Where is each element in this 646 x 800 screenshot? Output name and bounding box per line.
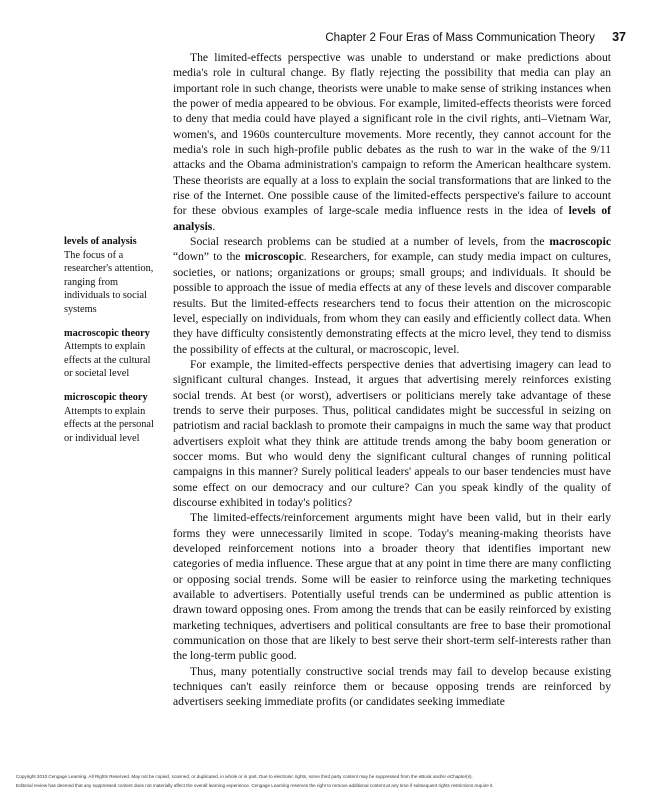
page-number: 37 bbox=[612, 30, 626, 44]
paragraph-5: Thus, many potentially constructive social trends may fail to develop because existing techniques can't easily reinforce them or because opposing trends are reinforced by advertisers seeking immediate profits (or candidates seeking immediate bbox=[173, 664, 611, 709]
paragraph-2 bbox=[173, 234, 611, 357]
paragraph-text: . bbox=[212, 219, 216, 233]
glossary-definition: Attempts to explain effects at the cultural or societal level bbox=[64, 341, 151, 380]
glossary-term: macroscopic theory bbox=[64, 327, 150, 339]
glossary-term: microscopic theory bbox=[64, 391, 148, 403]
paragraph-3: For example, the limited-effects perspective denies that advertising imagery can lead to significant cultural changes. Instead, it argues that advertising merely reinforces existing social trends. At best (or worst), advertisers or politicians merely take advantage of these trends to serve their purposes. Thus, political candidates might be successful in seizing on patriotism and racial backlash to promote their campaigns in much the same way that product advertisers exploit what they think are attitude trends among the baby boom generation or soccer moms. But who would deny the significant cultural changes of running political campaigns in this manner? Surely political leaders' appeals to our baser tendencies must have some effect on our democracy and our culture? Can you speak kindly of the quality of discourse exhibited in today's politics? bbox=[173, 357, 611, 509]
copyright-footer bbox=[0, 772, 646, 790]
glossary-entry-levels-of-analysis bbox=[64, 235, 160, 317]
paragraph-1 bbox=[173, 50, 611, 234]
paragraph-text: The limited-effects perspective was unable to understand or make predictions about media's role in cultural change. By flatly rejecting the possibility that media can play an important role in such change, theorists were unable to make sense of striking instances when the power of media appeared to be obvious. For example, limited-effects theorists were forced to deny that media could have played a significant role in the civil rights, anti–Vietnam War, women's, and 1960s counterculture movements. More recently, they cannot account for the media's role in such high-profile public debates as the rush to war in the wake of the 9/11 attacks and the Obama administration's campaign to reform the American healthcare system. These theorists are equally at a loss to explain the social transformations that are linked to the rise of the Internet. One possible cause of the limited-effects perspective's failure to account for these obvious examples of large-scale media influence rests in the idea of bbox=[173, 51, 611, 218]
key-term-levels-of-analysis: levels of analysis bbox=[173, 204, 611, 233]
key-term-macroscopic: macroscopic bbox=[549, 235, 611, 249]
paragraph-4: The limited-effects/reinforcement arguments might have been valid, but in their early forms they were unnecessarily limited in scope. Today's meaning-making theorists have developed reinforcement notions into a broader theory that identifies important new categories of media influence. These argue that at any point in time there are many conflicting or opposing social trends. Some will be easier to reinforce using the marketing techniques available to advertisers. Potentially useful trends can be undermined as public attention is drawn toward opposing ones. From among the trends that can be easily reinforced by existing marketing techniques, advertisers and political consultants are free to base their promotional communication on those that are likely to best serve their short-term self-interests rather than the long-term public good. bbox=[173, 511, 611, 663]
chapter-title: Chapter 2 Four Eras of Mass Communication Theory bbox=[325, 32, 595, 44]
margin-glossary bbox=[64, 235, 160, 455]
body-text bbox=[173, 50, 611, 710]
footer-line-2: Editorial review has deemed that any suppressed content does not materially affect the overall learning experience. Cengage Learning reserves the right to remove additional content at any time if subsequent rights restrictions require it. bbox=[16, 783, 494, 788]
footer-line-1: Copyright 2010 Cengage Learning. All Rights Reserved. May not be copied, scanned, or duplicated, in whole or in part. Due to electronic rights, some third party content may be suppressed from the eBook and/or eChapter(s). bbox=[16, 774, 473, 779]
paragraph-text: “down” to the bbox=[173, 250, 245, 264]
glossary-entry-microscopic-theory bbox=[64, 391, 160, 445]
paragraph-text: . Researchers, for example, can study media impact on cultures, societies, or nations; organizations or groups; small groups; and individuals. It should be possible to approach the issue of media effects at any of these levels and discover comparable results. But the limited-effects researchers tend to focus their attention on the microscopic level, especially on individuals, from whom they can easily and efficiently collect data. When they have difficulty consistently demonstrating effects at the micro level, they tend to dismiss the possibility of effects at the cultural, or macroscopic, level. bbox=[173, 250, 612, 356]
glossary-definition: The focus of a researcher's attention, ranging from individuals to social systems bbox=[64, 249, 154, 315]
paragraph-text: Social research problems can be studied at a number of levels, from the bbox=[190, 235, 550, 249]
running-head bbox=[170, 30, 626, 44]
glossary-entry-macroscopic-theory bbox=[64, 327, 160, 381]
glossary-definition: Attempts to explain effects at the personal or individual level bbox=[64, 405, 154, 444]
key-term-microscopic: microscopic bbox=[244, 250, 304, 264]
glossary-term: levels of analysis bbox=[64, 236, 137, 247]
